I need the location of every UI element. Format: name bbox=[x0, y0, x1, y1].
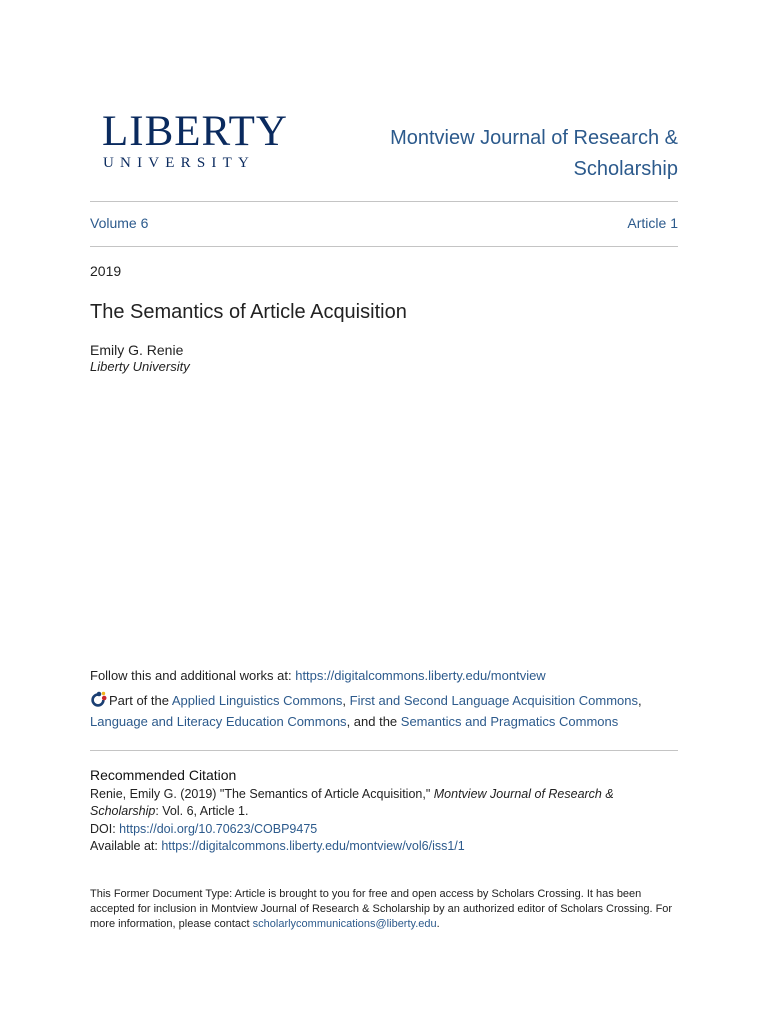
available-label: Available at: bbox=[90, 838, 162, 853]
citation-journal: Montview Journal of Research & bbox=[433, 787, 614, 801]
journal-title[interactable] bbox=[358, 123, 678, 185]
author-name: Emily G. Renie bbox=[90, 342, 184, 358]
part-of-line bbox=[90, 690, 678, 732]
divider bbox=[90, 246, 678, 247]
citation-volume: : Vol. 6, Article 1. bbox=[155, 804, 249, 819]
journal-title-line2[interactable]: Scholarship bbox=[573, 158, 678, 180]
citation-available-line bbox=[90, 838, 678, 855]
access-notice-text: This Former Document Type: Article is brought to you for free and open access by Scholars Crossing. It has been accepted for inclusion in Montview Journal of Research & Scholarship by an authorized editor of Scholars Crossing. For more information, please contact bbox=[90, 888, 673, 930]
separator: , bbox=[637, 693, 642, 708]
citation-line-1 bbox=[90, 786, 678, 803]
divider bbox=[90, 750, 678, 751]
doi-link[interactable]: https://doi.org/10.70623/COBP9475 bbox=[119, 821, 318, 836]
available-link[interactable]: https://digitalcommons.liberty.edu/montview/vol6/iss1/1 bbox=[161, 838, 465, 853]
citation-journal-cont: Scholarship bbox=[90, 804, 156, 819]
citation-doi-line bbox=[90, 821, 678, 838]
article-title: The Semantics of Article Acquisition bbox=[90, 301, 407, 323]
logo-wordmark: LIBERTY bbox=[102, 108, 288, 155]
volume-article-row bbox=[90, 213, 678, 233]
part-of-prefix: Part of the bbox=[109, 693, 172, 708]
commons-link-language-acquisition[interactable]: First and Second Language Acquisition Commons bbox=[349, 693, 638, 708]
contact-email-link[interactable]: scholarlycommunications@liberty.edu bbox=[252, 918, 437, 930]
commons-link-applied-linguistics[interactable]: Applied Linguistics Commons bbox=[171, 693, 343, 708]
follow-prefix: Follow this and additional works at: bbox=[90, 668, 296, 683]
and-the-text: , and the bbox=[346, 714, 401, 729]
liberty-university-logo bbox=[102, 108, 288, 172]
commons-link-semantics-pragmatics[interactable]: Semantics and Pragmatics Commons bbox=[400, 714, 619, 729]
citation-line-2 bbox=[90, 803, 678, 820]
follow-url-link[interactable]: https://digitalcommons.liberty.edu/montview bbox=[295, 668, 546, 683]
logo-subtitle: UNIVERSITY bbox=[103, 155, 255, 171]
network-icon bbox=[90, 691, 107, 708]
divider bbox=[90, 201, 678, 202]
access-notice-end: . bbox=[436, 918, 440, 930]
doi-label: DOI: bbox=[90, 821, 120, 836]
follow-line bbox=[90, 667, 546, 685]
citation-text: Renie, Emily G. (2019) "The Semantics of Article Acquisition," bbox=[90, 787, 434, 801]
article-link[interactable]: Article 1 bbox=[627, 215, 678, 231]
separator: , bbox=[342, 693, 350, 708]
cover-page bbox=[90, 0, 678, 1024]
commons-link-literacy-education[interactable]: Language and Literacy Education Commons bbox=[90, 714, 347, 729]
journal-title-line1[interactable]: Montview Journal of Research & bbox=[390, 127, 678, 149]
author-affiliation: Liberty University bbox=[90, 359, 190, 374]
publication-year: 2019 bbox=[90, 263, 122, 279]
volume-link[interactable]: Volume 6 bbox=[90, 215, 149, 231]
access-notice bbox=[90, 887, 678, 932]
citation-body bbox=[90, 786, 678, 855]
citation-heading: Recommended Citation bbox=[90, 767, 237, 783]
